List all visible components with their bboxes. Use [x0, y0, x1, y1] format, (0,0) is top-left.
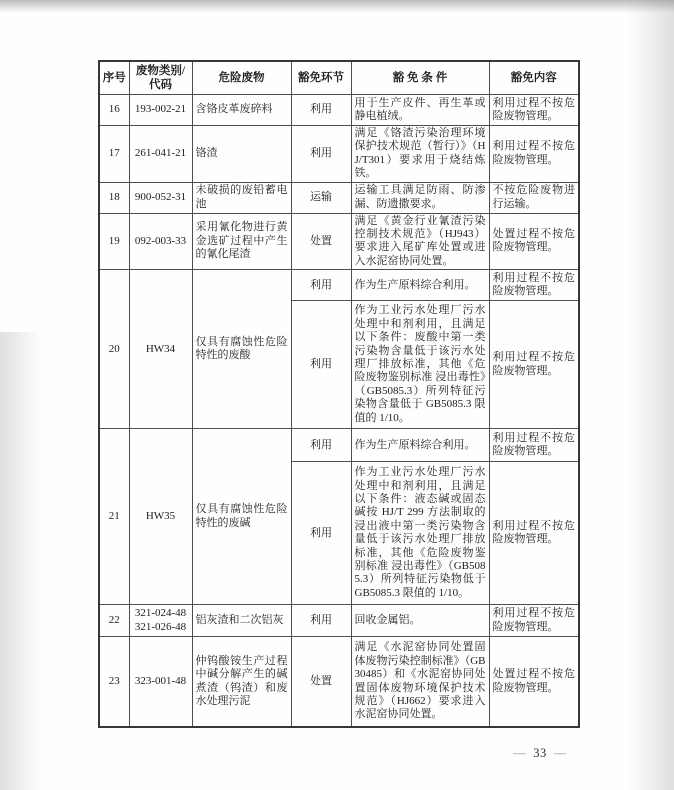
cell-waste-code: 261-041-21	[129, 126, 192, 183]
page-number-value: 33	[533, 746, 547, 760]
cell-exemption-content: 利用过程不按危险废物管理。	[489, 301, 579, 429]
table-row	[99, 270, 579, 301]
cell-exemption-condition: 满足《黄金行业氰渣污染控制技术规范》（HJ943）要求进入尾矿库处置或进入水泥窑协同处置。	[351, 213, 489, 270]
cell-exemption-stage: 利用	[291, 270, 351, 301]
cell-serial-number: 23	[99, 637, 129, 727]
cell-exemption-condition: 满足《水泥窑协同处置固体废物污染控制标准》（GB30485）和《水泥窑协同处置固体废物环境保护技术规范》（HJ662）要求进入水泥窑协同处置。	[351, 637, 489, 727]
cell-exemption-condition: 作为工业污水处理厂污水处理中和剂利用，且满足以下条件：废酸中第一类污染物含量低于该污水处理厂排放标准，其他《危险废物鉴别标准 浸出毒性》（GB5085.3）所列特征污染物含量低于 GB5085.3 限值的 1/10。	[351, 301, 489, 429]
table-row	[99, 95, 579, 126]
cell-exemption-stage: 利用	[291, 301, 351, 429]
cell-waste-code: HW34	[129, 270, 192, 429]
cell-exemption-content: 利用过程不按危险废物管理。	[489, 126, 579, 183]
cell-waste-code	[129, 605, 192, 637]
cell-hazardous-waste: 采用氰化物进行黄金选矿过程中产生的氰化尾渣	[192, 213, 291, 270]
header-hazardous-waste: 危险废物	[192, 61, 291, 95]
cell-serial-number: 19	[99, 213, 129, 270]
cell-exemption-content: 处置过程不按危险废物管理。	[489, 637, 579, 727]
cell-exemption-stage: 运输	[291, 182, 351, 213]
cell-waste-code: 193-002-21	[129, 95, 192, 126]
cell-exemption-content: 处置过程不按危险废物管理。	[489, 213, 579, 270]
cell-exemption-content: 利用过程不按危险废物管理。	[489, 270, 579, 301]
header-exemption-stage: 豁免环节	[291, 61, 351, 95]
cell-exemption-condition: 作为生产原料综合利用。	[351, 270, 489, 301]
cell-serial-number: 21	[99, 429, 129, 605]
header-exemption-content: 豁免内容	[489, 61, 579, 95]
cell-exemption-content: 利用过程不按危险废物管理。	[489, 429, 579, 462]
cell-exemption-condition: 回收金属铝。	[351, 605, 489, 637]
cell-hazardous-waste: 铝灰渣和二次铝灰	[192, 605, 291, 637]
waste-code-line-1: 321-024-48	[134, 607, 187, 620]
page-number-dash-left: —	[513, 746, 527, 760]
cell-exemption-condition: 作为工业污水处理厂污水处理中和剂利用，且满足以下条件：液态碱或固态碱按 HJ/T 299 方法制取的浸出液中第一类污染物含量低于该污水处理厂排放标准，其他《危险废物鉴别标准 浸出毒性》（GB5085.3）所列特征污染物低于 GB5085.3 限值的 1/10。	[351, 462, 489, 605]
waste-code-line-2: 321-026-48	[134, 620, 187, 633]
cell-exemption-condition: 运输工具满足防雨、防渗漏、防遗撒要求。	[351, 182, 489, 213]
cell-hazardous-waste: 仲钨酸铵生产过程中碱分解产生的碱煮渣（钨渣）和废水处理污泥	[192, 637, 291, 727]
cell-exemption-stage: 处置	[291, 213, 351, 270]
cell-waste-code: 900-052-31	[129, 182, 192, 213]
cell-serial-number: 17	[99, 126, 129, 183]
cell-hazardous-waste: 仅具有腐蚀性危险特性的废碱	[192, 429, 291, 605]
cell-exemption-content: 利用过程不按危险废物管理。	[489, 605, 579, 637]
cell-exemption-stage: 处置	[291, 637, 351, 727]
cell-exemption-content: 利用过程不按危险废物管理。	[489, 95, 579, 126]
cell-exemption-condition: 作为生产原料综合利用。	[351, 429, 489, 462]
cell-hazardous-waste: 未破损的废铅蓄电池	[192, 182, 291, 213]
cell-exemption-condition: 满足《铬渣污染治理环境保护技术规范（暂行）》（HJ/T301）要求用于烧结炼铁。	[351, 126, 489, 183]
table-row	[99, 126, 579, 183]
cell-serial-number: 18	[99, 182, 129, 213]
cell-waste-code: 323-001-48	[129, 637, 192, 727]
cell-hazardous-waste: 仅具有腐蚀性危险特性的废酸	[192, 270, 291, 429]
table-row	[99, 605, 579, 637]
header-waste-category-code: 废物类别/ 代码	[129, 61, 192, 95]
cell-exemption-stage: 利用	[291, 605, 351, 637]
table-row	[99, 429, 579, 462]
exemption-table	[98, 60, 580, 728]
cell-exemption-content: 不按危险废物进行运输。	[489, 182, 579, 213]
header-exemption-condition: 豁 免 条 件	[351, 61, 489, 95]
cell-hazardous-waste: 铬渣	[192, 126, 291, 183]
table-header-row	[99, 61, 579, 95]
cell-serial-number: 16	[99, 95, 129, 126]
table-row	[99, 213, 579, 270]
cell-waste-code: HW35	[129, 429, 192, 605]
cell-exemption-stage: 利用	[291, 462, 351, 605]
table-row	[99, 182, 579, 213]
page-number-dash-right: —	[553, 746, 567, 760]
cell-waste-code: 092-003-33	[129, 213, 192, 270]
header-serial-number: 序号	[99, 61, 129, 95]
cell-serial-number: 20	[99, 270, 129, 429]
cell-hazardous-waste: 含铬皮革废碎料	[192, 95, 291, 126]
cell-exemption-content: 利用过程不按危险废物管理。	[489, 462, 579, 605]
cell-exemption-condition: 用于生产皮件、再生革或静电植绒。	[351, 95, 489, 126]
cell-serial-number: 22	[99, 605, 129, 637]
page-number	[492, 746, 588, 761]
cell-exemption-stage: 利用	[291, 429, 351, 462]
table-row	[99, 637, 579, 727]
cell-exemption-stage: 利用	[291, 95, 351, 126]
cell-exemption-stage: 利用	[291, 126, 351, 183]
